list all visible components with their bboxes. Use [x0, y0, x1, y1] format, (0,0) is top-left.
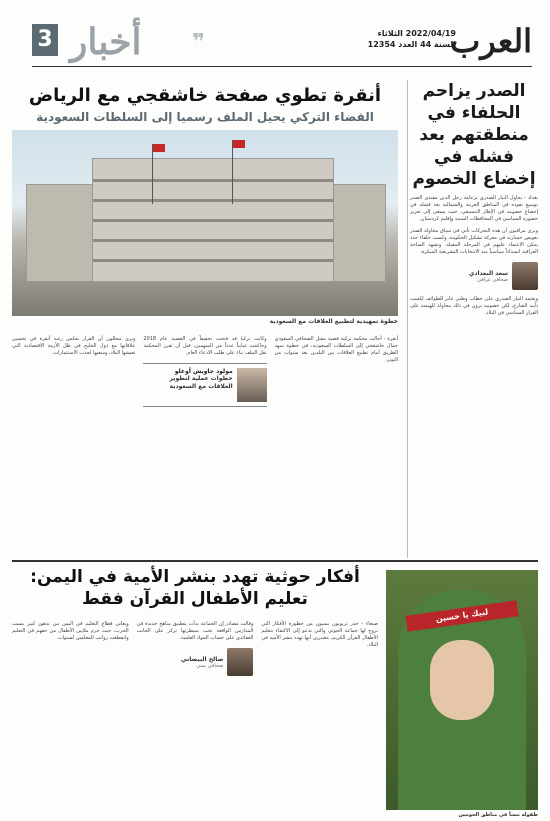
bottom-columns — [12, 616, 378, 812]
main-col-3 — [12, 331, 135, 537]
flag-pole — [232, 140, 233, 204]
flag-pole — [152, 144, 153, 204]
right-headline: الصدر يزاحم الحلفاء في منطقتهم بعد فشله في إخضاع الخصوم — [412, 81, 536, 189]
quote-avatar — [237, 368, 267, 402]
turkish-flag-icon — [153, 144, 165, 152]
main-col-1 — [275, 331, 398, 537]
courthouse-photo — [12, 130, 398, 316]
right-story — [410, 80, 538, 558]
photo-caption: خطوة تمهيدية لتطبيع العلاقات مع السعودية — [269, 318, 398, 325]
building-left-wing — [26, 184, 94, 282]
author-title: صحافي عراقي — [477, 276, 508, 283]
main-story — [12, 80, 398, 537]
right-body-2: ويرى مراقبون أن هذه التحركات تأتي في سياق محاولة الصدر تعويض خسارته في معركة تشكيل الحكومة، وكسب حلفاء جدد يمكن الاعتماد عليهم في المرحلة المقبلة. وتشهد الساحة العراقية انسداداً سياسياً منذ الانتخابات التشريعية المبكرة. — [410, 228, 538, 255]
window-row — [93, 199, 333, 202]
window-row — [93, 239, 333, 242]
bottom-author-name: صالح البيضاني — [180, 655, 224, 663]
issue-number: السنة 44 العدد 12354 — [367, 40, 456, 49]
window-row — [93, 219, 333, 222]
page-number: 3 — [32, 24, 58, 56]
bottom-col-2 — [137, 616, 254, 812]
section-title: أخبار — [70, 21, 142, 63]
bottom-col-1-text: صنعاء - حذر تربويون يمنيون من خطورة الأفكار التي تروج لها جماعة الحوثي والتي تدعو إلى الاكتفاء بتعليم الأطفال القرآن الكريم، معتبرين أنها تهدد بنشر الأمية في البلاد. — [261, 621, 378, 648]
right-body-1: بغداد - يحاول التيار الصدري بزعامة رجل الدين مقتدى الصدر توسيع نفوذه في المناطق الغربية والشمالية بعد فشله في إخضاع خصومه في الإطار التنسيقي، حيث يسعى إلى تعزيز حضوره السياسي في المحافظات السنية وإقليم كردستان. — [410, 195, 538, 222]
main-col-2-text: وكانت تركيا قد فتحت تحقيقاً في القضية عام 2018 وحاكمت غيابياً عدداً من المتهمين، قبل أن تقرر المحكمة نقل الملف بناء على طلب الادعاء العام. — [143, 336, 267, 356]
courthouse-building — [92, 158, 334, 282]
right-body-3: ويعتمد التيار الصدري على خطاب وطني عابر للطوائف لكسب تأييد الشارع، لكن خصومه يرون في ذلك محاولة للهيمنة على القرار السياسي في البلاد. — [410, 296, 538, 316]
window-row — [93, 179, 333, 182]
child-face — [430, 640, 494, 720]
main-headline: أنقرة تطوي صفحة خاشقجي مع الرياض — [28, 85, 382, 106]
quote-text: خطوات عملية لتطوير العلاقات مع السعودية — [169, 375, 233, 390]
issue-info — [368, 28, 456, 50]
masthead — [32, 22, 532, 67]
quote-box — [143, 363, 266, 407]
bottom-story — [12, 566, 378, 812]
bottom-col-3 — [12, 616, 129, 812]
bottom-headline: أفكار حوثية تهدد بنشر الأمية في اليمن: تعليم الأطفال القرآن فقط — [30, 567, 360, 609]
bottom-author-title: صحافي يمني — [196, 662, 224, 669]
main-col-3-text: ويرى محللون أن القرار يعكس رغبة أنقرة في تحسين علاقاتها مع دول الخليج في ظل الأزمة الاقتصادية التي تعيشها البلاد، وسعيها لجذب الاستثمارات. — [12, 336, 136, 356]
author-box — [410, 262, 538, 290]
column-divider — [407, 80, 408, 558]
author-avatar — [512, 262, 538, 290]
issue-date: 2022/04/19 الثلاثاء — [377, 29, 456, 38]
main-subheadline: القضاء التركي يحيل الملف رسميا إلى السلطات السعودية — [36, 110, 374, 124]
main-columns — [12, 331, 398, 537]
headband-banner: لبيك يا حسين — [405, 600, 518, 631]
window-row — [93, 259, 333, 262]
quote-name: مولود جاويش أوغلو — [174, 368, 233, 375]
child-photo — [386, 570, 538, 810]
turkish-flag-icon — [233, 140, 245, 148]
main-col-2 — [143, 331, 266, 537]
newspaper-logo: العرب — [450, 22, 532, 60]
bottom-col-3-text: ويعاني قطاع التعليم في اليمن من تدهور كبير بسبب الحرب، حيث حرم ملايين الأطفال من حقهم في التعليم وانقطعت رواتب المعلمين لسنوات. — [11, 621, 129, 641]
quote-mark-icon: ❞ — [192, 30, 205, 55]
bottom-photo-caption: طفولة تنشأ في مناطق الحوثيين — [458, 812, 538, 818]
bottom-col-1 — [261, 616, 378, 812]
author-name: سعد البغدادي — [468, 269, 508, 277]
bottom-col-2-text: وقالت مصادر إن الجماعة بدأت بتطبيق مناهج جديدة في المدارس الواقعة تحت سيطرتها تركز على الجانب العقائدي على حساب المواد العلمية. — [136, 621, 254, 641]
bottom-author-box — [137, 648, 254, 676]
main-col-1-text: أنقرة - أحالت محكمة تركية قضية مقتل الصحافي السعودي جمال خاشقجي إلى السلطات السعودية، في خطوة تمهد الطريق أمام تطبيع العلاقات بين البلدين بعد سنوات من التوتر. — [274, 336, 398, 363]
section-divider — [12, 560, 538, 562]
bottom-author-avatar — [227, 648, 253, 676]
